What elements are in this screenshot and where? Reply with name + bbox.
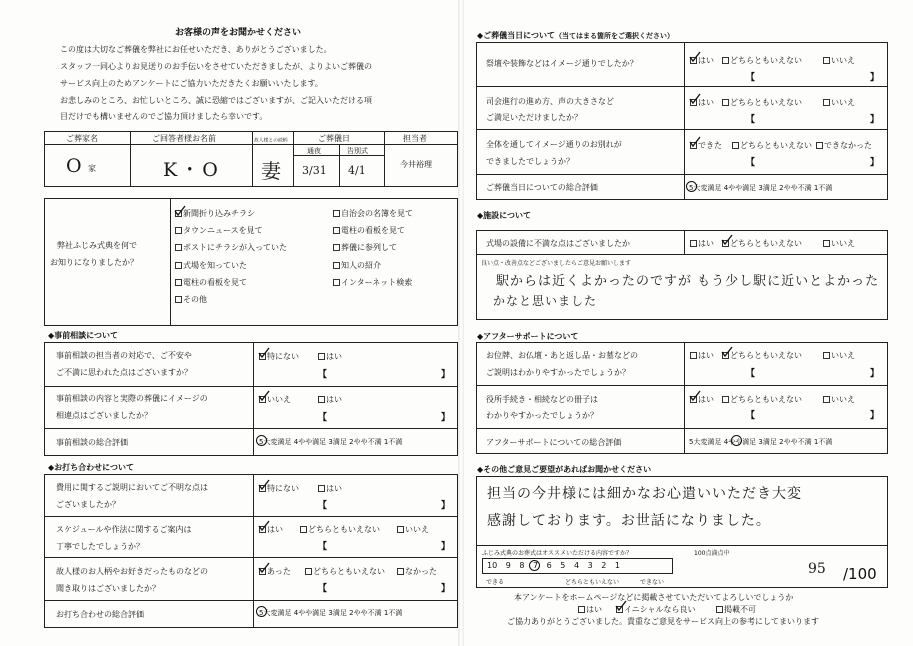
bracket-close: 】 (441, 370, 451, 380)
intro-line: この度は大切なご葬儀を弊社にお任せいただき、ありがとうございました。 (60, 45, 332, 54)
question-text: 事前相談の内容と実際の葬儀にイメージの (56, 394, 208, 403)
other-heading: ◆その他ご意見ご要望があればお聞かせください (477, 465, 652, 474)
question-text: 故人様のお人柄やお好きだったものなどの (56, 567, 208, 576)
option-yes[interactable]: はい (690, 238, 714, 249)
option-decline[interactable]: 掲載不可 (716, 604, 756, 615)
intro-line: スタッフ一同心よりお見送りのお手伝いをさせていただきましたが、よりよいご葬儀の (60, 62, 372, 71)
after-support-heading: ◆アフターサポートについて (477, 332, 579, 341)
bracket-open: 【 (746, 411, 756, 421)
bracket-close: 】 (441, 584, 451, 594)
check-mark-icon (258, 390, 270, 402)
family-suffix: 家 (88, 164, 96, 173)
option-label: インターネット検索 (341, 278, 413, 287)
funeral-date: 4/1 (348, 164, 366, 177)
recommend-label: ふじみ式典のお葬式はオススメいただける内容ですか？ (482, 550, 632, 557)
option-label: 式場を知っていた (183, 261, 247, 270)
scale-mid: どちらともいえない (565, 579, 620, 586)
check-mark-icon (258, 520, 270, 532)
option-neutral[interactable]: どちらともいえない (732, 140, 812, 151)
overall-label: お打ち合わせの総合評価 (56, 610, 144, 619)
option-label: 電柱の看板を見て (341, 226, 405, 235)
discovery-option[interactable] (333, 260, 381, 271)
bracket-close: 】 (870, 411, 880, 421)
page-fold (458, 0, 464, 646)
check-mark-icon (174, 205, 186, 217)
bracket-open: 【 (746, 73, 756, 83)
option-neutral[interactable]: どちらともいえない (722, 238, 802, 249)
option-label: 葬儀に参列して (341, 243, 397, 252)
option-label: 自治会の名簿を見て (341, 209, 413, 218)
discovery-option[interactable] (175, 208, 255, 219)
bracket-open: 【 (746, 369, 756, 379)
option-no[interactable]: できなかった (816, 140, 872, 151)
option-label: タウンニュースを見て (183, 226, 263, 235)
option-yes[interactable]: はい (690, 350, 714, 361)
question-text: スケジュールや作法に関するご案内は (56, 525, 192, 534)
discovery-option[interactable] (175, 277, 247, 288)
wake-date: 3/31 (302, 164, 327, 177)
discovery-option[interactable] (175, 260, 247, 271)
scale-low-left: できる (486, 579, 505, 586)
option-neutral[interactable]: どちらともいえない (300, 524, 380, 535)
check-mark-icon (615, 600, 627, 612)
question-text: ご満足いただけましたか？ (486, 113, 582, 122)
question-text: 司会進行の進め方、声の大きさなど (486, 97, 614, 106)
option-yes[interactable]: はい (690, 394, 714, 405)
bracket-close: 】 (870, 158, 880, 168)
check-mark-icon (258, 479, 270, 491)
option-yes[interactable]: はい (690, 55, 714, 66)
sub-wake: 通夜 (307, 147, 321, 155)
option-yes[interactable]: はい (578, 604, 602, 615)
option-no[interactable]: なかった (397, 566, 437, 577)
family-name: O (66, 155, 82, 177)
overall-label: アフターサポートについての総合評価 (486, 438, 622, 447)
option-label: 新聞折り込みチラシ (183, 209, 255, 218)
option-initials[interactable]: イニシャルなら良い (616, 604, 696, 615)
info-table (44, 131, 458, 187)
discovery-question: お知りになりましたか？ (50, 258, 138, 267)
option-no[interactable]: いいえ (823, 350, 855, 361)
option-no-issue[interactable]: 特にない (259, 483, 299, 494)
bracket-open: 【 (318, 370, 328, 380)
option-neutral[interactable]: どちらともいえない (722, 350, 802, 361)
bracket-close: 】 (870, 115, 880, 125)
survey-title: お客様の声をお聞かせください (175, 28, 302, 38)
check-mark-icon (258, 347, 270, 359)
intro-line: お悲しみのところ、お忙しいところ、誠に恐縮ではございますが、ご記入いただける項 (60, 96, 372, 105)
bracket-open: 【 (318, 413, 328, 423)
score-label: 100点満点中 (694, 550, 730, 557)
question-text: 丁寧でしたでしょうか？ (56, 542, 144, 551)
question-text: 式場の設備に不満な点はございましたか (486, 239, 630, 248)
bracket-close: 】 (441, 542, 451, 552)
selected-circle-icon (731, 435, 742, 446)
relation-value: 妻 (261, 159, 281, 183)
comment-label: 良い点・改善点などございましたらご意見お願いします (481, 260, 632, 267)
option-no[interactable]: いいえ (259, 394, 291, 405)
option-yes[interactable]: はい (259, 524, 283, 535)
option-neutral[interactable]: どちらともいえない (722, 55, 802, 66)
scale-numbers: 10 9 8 7 6 5 4 3 2 1 (487, 561, 620, 570)
question-text: 聞き取りはございましたか？ (56, 584, 160, 593)
rating-scale[interactable]: 5大変満足 4やや満足 3満足 2やや不満 1不満 (259, 438, 403, 446)
selected-circle-icon (529, 560, 540, 571)
option-no[interactable]: いいえ (823, 238, 855, 249)
option-yes[interactable]: あった (259, 566, 291, 577)
bracket-close: 】 (870, 369, 880, 379)
rating-scale[interactable]: 5大変満足 4やや満足 3満足 2やや不満 1不満 (259, 609, 403, 617)
handwritten-comment: 感謝しております。お世話になりました。 (487, 513, 771, 529)
question-text: ございましたか？ (56, 500, 120, 509)
check-mark-icon (721, 234, 733, 246)
question-text: お位牌、お仏壇・あと返し品・お墓などの (486, 351, 638, 360)
discovery-option[interactable] (175, 242, 287, 253)
discovery-option[interactable] (333, 225, 405, 236)
option-no[interactable]: いいえ (823, 394, 855, 405)
option-neutral[interactable]: どちらともいえない (722, 97, 802, 108)
selected-circle-icon (256, 435, 267, 446)
question-text: 相違点はございましたか？ (56, 411, 152, 420)
discovery-option[interactable] (175, 294, 207, 305)
scale-low-right: できない (640, 579, 665, 586)
rating-scale[interactable]: 5大変満足 4やや満足 3満足 2やや不満 1不満 (689, 438, 833, 446)
bracket-open: 【 (746, 115, 756, 125)
pre-consult-heading: ◆事前相談について (48, 331, 118, 340)
check-mark-icon (689, 51, 701, 63)
overall-label: 事前相談の総合評価 (56, 438, 128, 447)
check-mark-icon (689, 93, 701, 105)
question-text: ご説明はわかりやすかったでしょうか？ (486, 368, 630, 377)
option-neutral[interactable]: どちらともいえない (305, 566, 385, 577)
question-text: できましたでしょうか？ (486, 157, 574, 166)
selected-circle-icon (256, 606, 267, 617)
col-date: ご葬儀日 (318, 134, 350, 143)
option-label: 電柱の看板を見て (183, 278, 247, 287)
bracket-open: 【 (746, 158, 756, 168)
intro-line: 目だけでも構いませんのでご協力頂けましたら幸いです。 (60, 112, 268, 121)
col-staff: 担当者 (403, 134, 427, 143)
discovery-question: 弊社ふじみ式典を何で (57, 241, 137, 250)
discovery-option[interactable] (333, 242, 397, 253)
meeting-heading: ◆お打ち合わせについて (48, 463, 134, 472)
option-yes[interactable]: はい (318, 351, 342, 362)
col-relation: 故人様との続柄 (254, 137, 288, 144)
discovery-option[interactable] (333, 208, 413, 219)
option-yes[interactable]: はい (318, 483, 342, 494)
publish-question: 本アンケートをホームページなどに掲載させていただいてよろしいでしょうか (514, 593, 794, 602)
option-label: ポストにチラシが入っていた (183, 243, 287, 252)
check-mark-icon (689, 390, 701, 402)
handwritten-score: 95 (808, 561, 826, 577)
check-mark-icon (689, 136, 701, 148)
question-text: 役所手続き・相続などの冊子は (486, 395, 598, 404)
sub-funeral: 告別式 (347, 147, 368, 155)
handwritten-comment: 担当の今井様には細かなお心遣いいただき大変 (487, 486, 802, 502)
thanks-text: ご協力ありがとうございました。貴重なご意見をサービス向上の参考にしてまいります (507, 617, 819, 626)
check-mark-icon (258, 562, 270, 574)
option-no[interactable]: いいえ (823, 97, 855, 108)
bracket-open: 【 (318, 542, 328, 552)
intro-line: サービス向上のためアンケートにご協力いただきたくお願いいたします。 (60, 79, 323, 88)
question-text: 費用に関するご説明においてご不明な点は (56, 483, 208, 492)
option-label: その他 (183, 295, 207, 304)
option-no[interactable]: いいえ (397, 524, 429, 535)
question-text: わかりやすかったでしょうか？ (486, 411, 598, 420)
bracket-close: 】 (441, 413, 451, 423)
bracket-close: 】 (870, 73, 880, 83)
bracket-open: 【 (318, 584, 328, 594)
handwritten-comment: 駅からは近くよかったのですが もう少し駅に近いとよかった (496, 274, 880, 289)
handwritten-comment: かなと思いました (493, 294, 598, 308)
option-neutral[interactable]: どちらともいえない (722, 394, 802, 405)
option-no[interactable]: いいえ (823, 55, 855, 66)
option-yes[interactable]: はい (318, 394, 342, 405)
question-text: 全体を通してイメージ通りのお別れが (486, 140, 622, 149)
col-respondent: ご回答者様お名前 (152, 134, 216, 143)
funeral-day-heading: ◆ご葬儀当日について（当てはまる箇所をご選択ください） (477, 31, 674, 40)
discovery-option[interactable] (333, 277, 412, 288)
facility-heading: ◆施設について (477, 211, 531, 220)
col-family: ご葬家名 (66, 134, 98, 143)
staff-name: 今井裕理 (400, 160, 432, 169)
option-no-issue[interactable]: 特にない (259, 351, 299, 362)
option-yes[interactable]: できた (690, 140, 722, 151)
question-text: ご不満に思われた点はございますか？ (56, 368, 192, 377)
bracket-close: 】 (441, 501, 451, 511)
overall-label: ご葬儀当日についての総合評価 (486, 183, 598, 192)
discovery-option[interactable] (175, 225, 263, 236)
option-label: 知人の紹介 (341, 261, 381, 270)
rating-scale[interactable]: 5大変満足 4やや満足 3満足 2やや不満 1不満 (689, 184, 833, 192)
selected-circle-icon (686, 181, 697, 192)
check-mark-icon (721, 346, 733, 358)
option-yes[interactable]: はい (690, 97, 714, 108)
bracket-open: 【 (318, 501, 328, 511)
score-total: /100 (843, 565, 877, 583)
question-text: 事前相談の担当者の対応で、ご不安や (56, 351, 192, 360)
respondent-name: K・O (163, 159, 221, 181)
question-text: 祭壇や装飾などはイメージ通りでしたか？ (486, 59, 638, 68)
